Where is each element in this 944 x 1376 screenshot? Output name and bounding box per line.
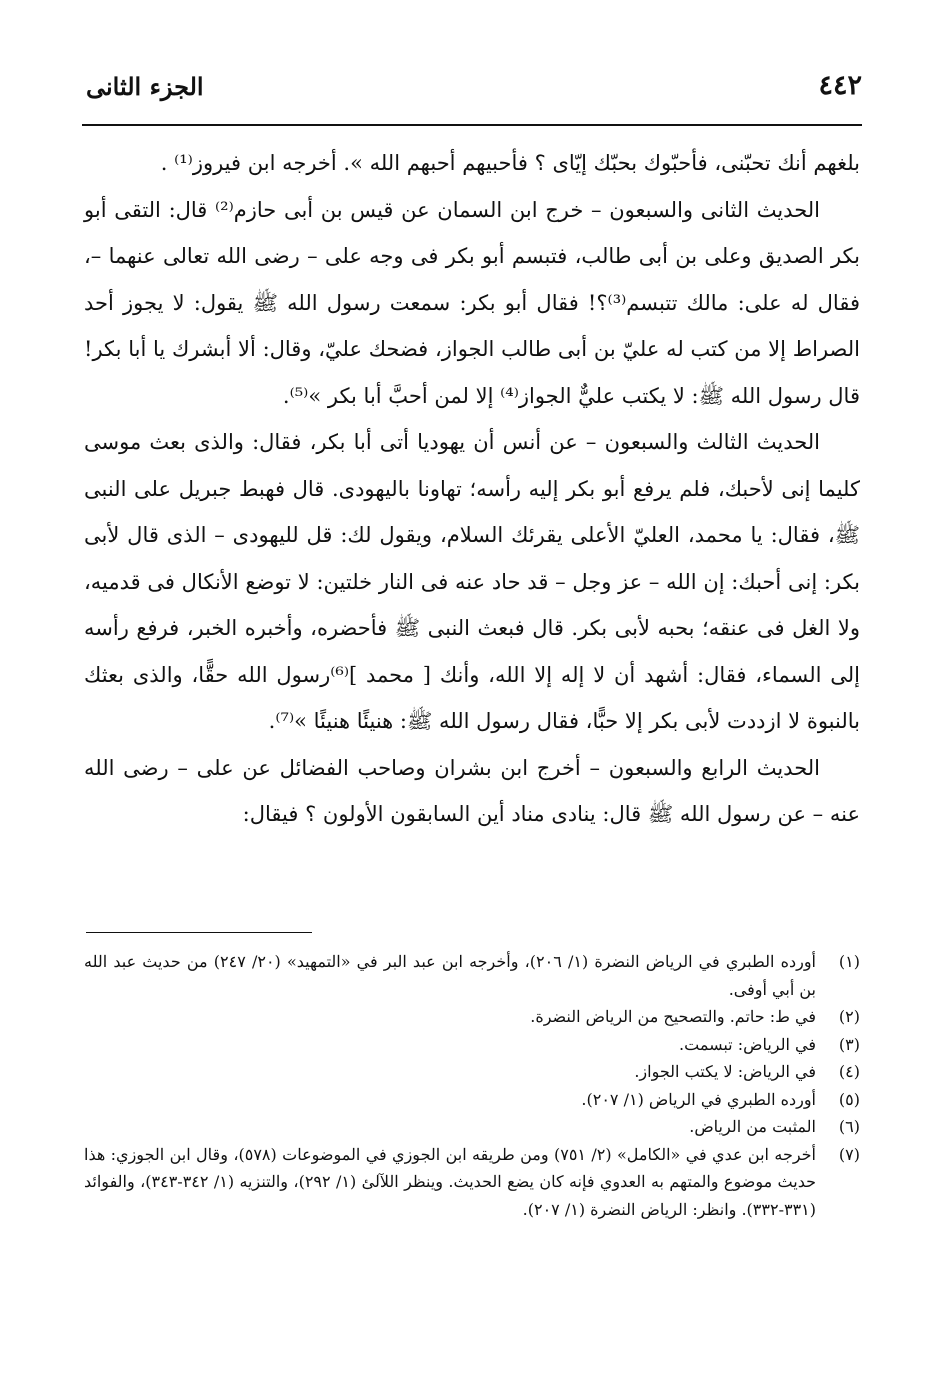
footnote-text: في الرياض: تبسمت.	[679, 1034, 816, 1054]
footnote-text: المثبت من الرياض.	[689, 1117, 816, 1136]
paragraph: الحديث الرابع والسبعون – أخرج ابن بشران وصاحب الفضائل عن على – رضى الله عنه – عن رسول الله ﷺ قال: ينادى مناد أين السابقون الأولون ؟ فيقال:	[84, 755, 860, 826]
footnote-number: (٥)	[838, 1089, 860, 1109]
paragraph: بلغهم أنك تحبّنى، فأحبّوك بحبّك إيّاى ؟ فأحبيهم أحبهم الله ». أخرجه ابن فيروز⁽¹⁾ .	[160, 151, 860, 175]
footnote	[84, 1003, 860, 1031]
footnotes	[84, 948, 860, 1223]
footnote-text: أورده الطبري في الرياض (١/ ٢٠٧).	[581, 1089, 816, 1109]
footnote-text: في ط: حاتم. والتصحيح من الرياض النضرة.	[530, 1007, 816, 1026]
footnote-number: (٣)	[838, 1034, 860, 1054]
footnote-number: (٧)	[838, 1144, 860, 1164]
header-rule	[82, 124, 862, 126]
page-header	[82, 70, 862, 114]
footnote-number: (٢)	[838, 1007, 860, 1026]
paragraph: الحديث الثالث والسبعون – عن أنس أن يهوديا أتى أبا بكر، فقال: والذى بعث موسى كليما إنى لأحبك، فلم يرفع أبو بكر إليه رأسه؛ تهاونا باليهودى. قال فهبط جبريل على النبى ﷺ، فقال: يا محمد، العليّ الأعلى يقرئك السلام، ويقول لك: قل لليهودى – الذى قال لأبى بكر: إنى أحبك: إن الله – عز وجل – قد حاد عنه فى النار خلتين: لا توضع الأنكال فى قدميه، ولا الغل فى عنقه؛ بحبه لأبى بكر. قال فبعث النبى ﷺ فأحضره، وأخبره الخبر، فرفع رأسه إلى السماء، فقال: أشهد أن لا إله إلا الله، وأنك [ محمد ]⁽⁶⁾رسول الله حقًّا، والذى بعثك بالنبوة لا ازددت لأبى بكر إلا حبًّا، فقال رسول الله ﷺ: هنيئًا هنيئًا »⁽⁷⁾.	[84, 430, 861, 733]
footnote-text: أخرجه ابن عدي في «الكامل» (٢/ ٧٥١) ومن طريقه ابن الجوزي في الموضوعات (٥٧٨)، وقال ابن الجوزي: هذا حديث موضوع والمتهم به العدوي فإنه كان يضع الحديث. وينظر اللآلئ (١/ ٢٩٢)، والتنزيه (١/ ٣٤٢-٣٤٣)، والفوائد (٣٣١-٣٣٢). وانظر: الرياض النضرة (١/ ٢٠٧).	[84, 1144, 816, 1219]
footnote	[84, 1113, 860, 1141]
footnote	[84, 948, 860, 1003]
main-text	[84, 140, 860, 838]
footnote	[84, 1058, 860, 1086]
page-number: ٤٤٢	[818, 70, 862, 101]
footnote	[84, 1086, 860, 1114]
footnote-number: (١)	[838, 952, 860, 971]
footnote-text: في الرياض: لا يكتب الجواز.	[634, 1062, 816, 1081]
running-title: الجزء الثانى	[86, 72, 204, 101]
footnote	[84, 1031, 860, 1059]
footnote	[84, 1141, 860, 1224]
footnote-text: أورده الطبري في الرياض النضرة (١/ ٢٠٦)، وأخرجه ابن عبد البر في «التمهيد» (٢٠/ ٢٤٧) من حديث عبد الله بن أبي أوفى.	[84, 952, 817, 999]
paragraph: الحديث الثانى والسبعون – خرج ابن السمان عن قيس بن أبى حازم⁽²⁾ قال: التقى أبو بكر الصديق وعلى بن أبى طالب، فتبسم أبو بكر فى وجه على – رضى الله تعالى عنهما –، فقال له على: مالك تتبسم⁽³⁾؟! فقال أبو بكر: سمعت رسول الله ﷺ يقول: لا يجوز أحد الصراط إلا من كتب له عليّ بن أبى طالب الجواز، فضحك عليّ، وقال: ألا أبشرك يا أبا بكر! قال رسول الله ﷺ: لا يكتب عليٌّ الجواز⁽⁴⁾ إلا لمن أحبَّ أبا بكر »⁽⁵⁾.	[84, 197, 861, 408]
footnote-number: (٤)	[838, 1062, 860, 1081]
footnote-number: (٦)	[838, 1117, 860, 1136]
footnote-rule	[86, 932, 312, 933]
